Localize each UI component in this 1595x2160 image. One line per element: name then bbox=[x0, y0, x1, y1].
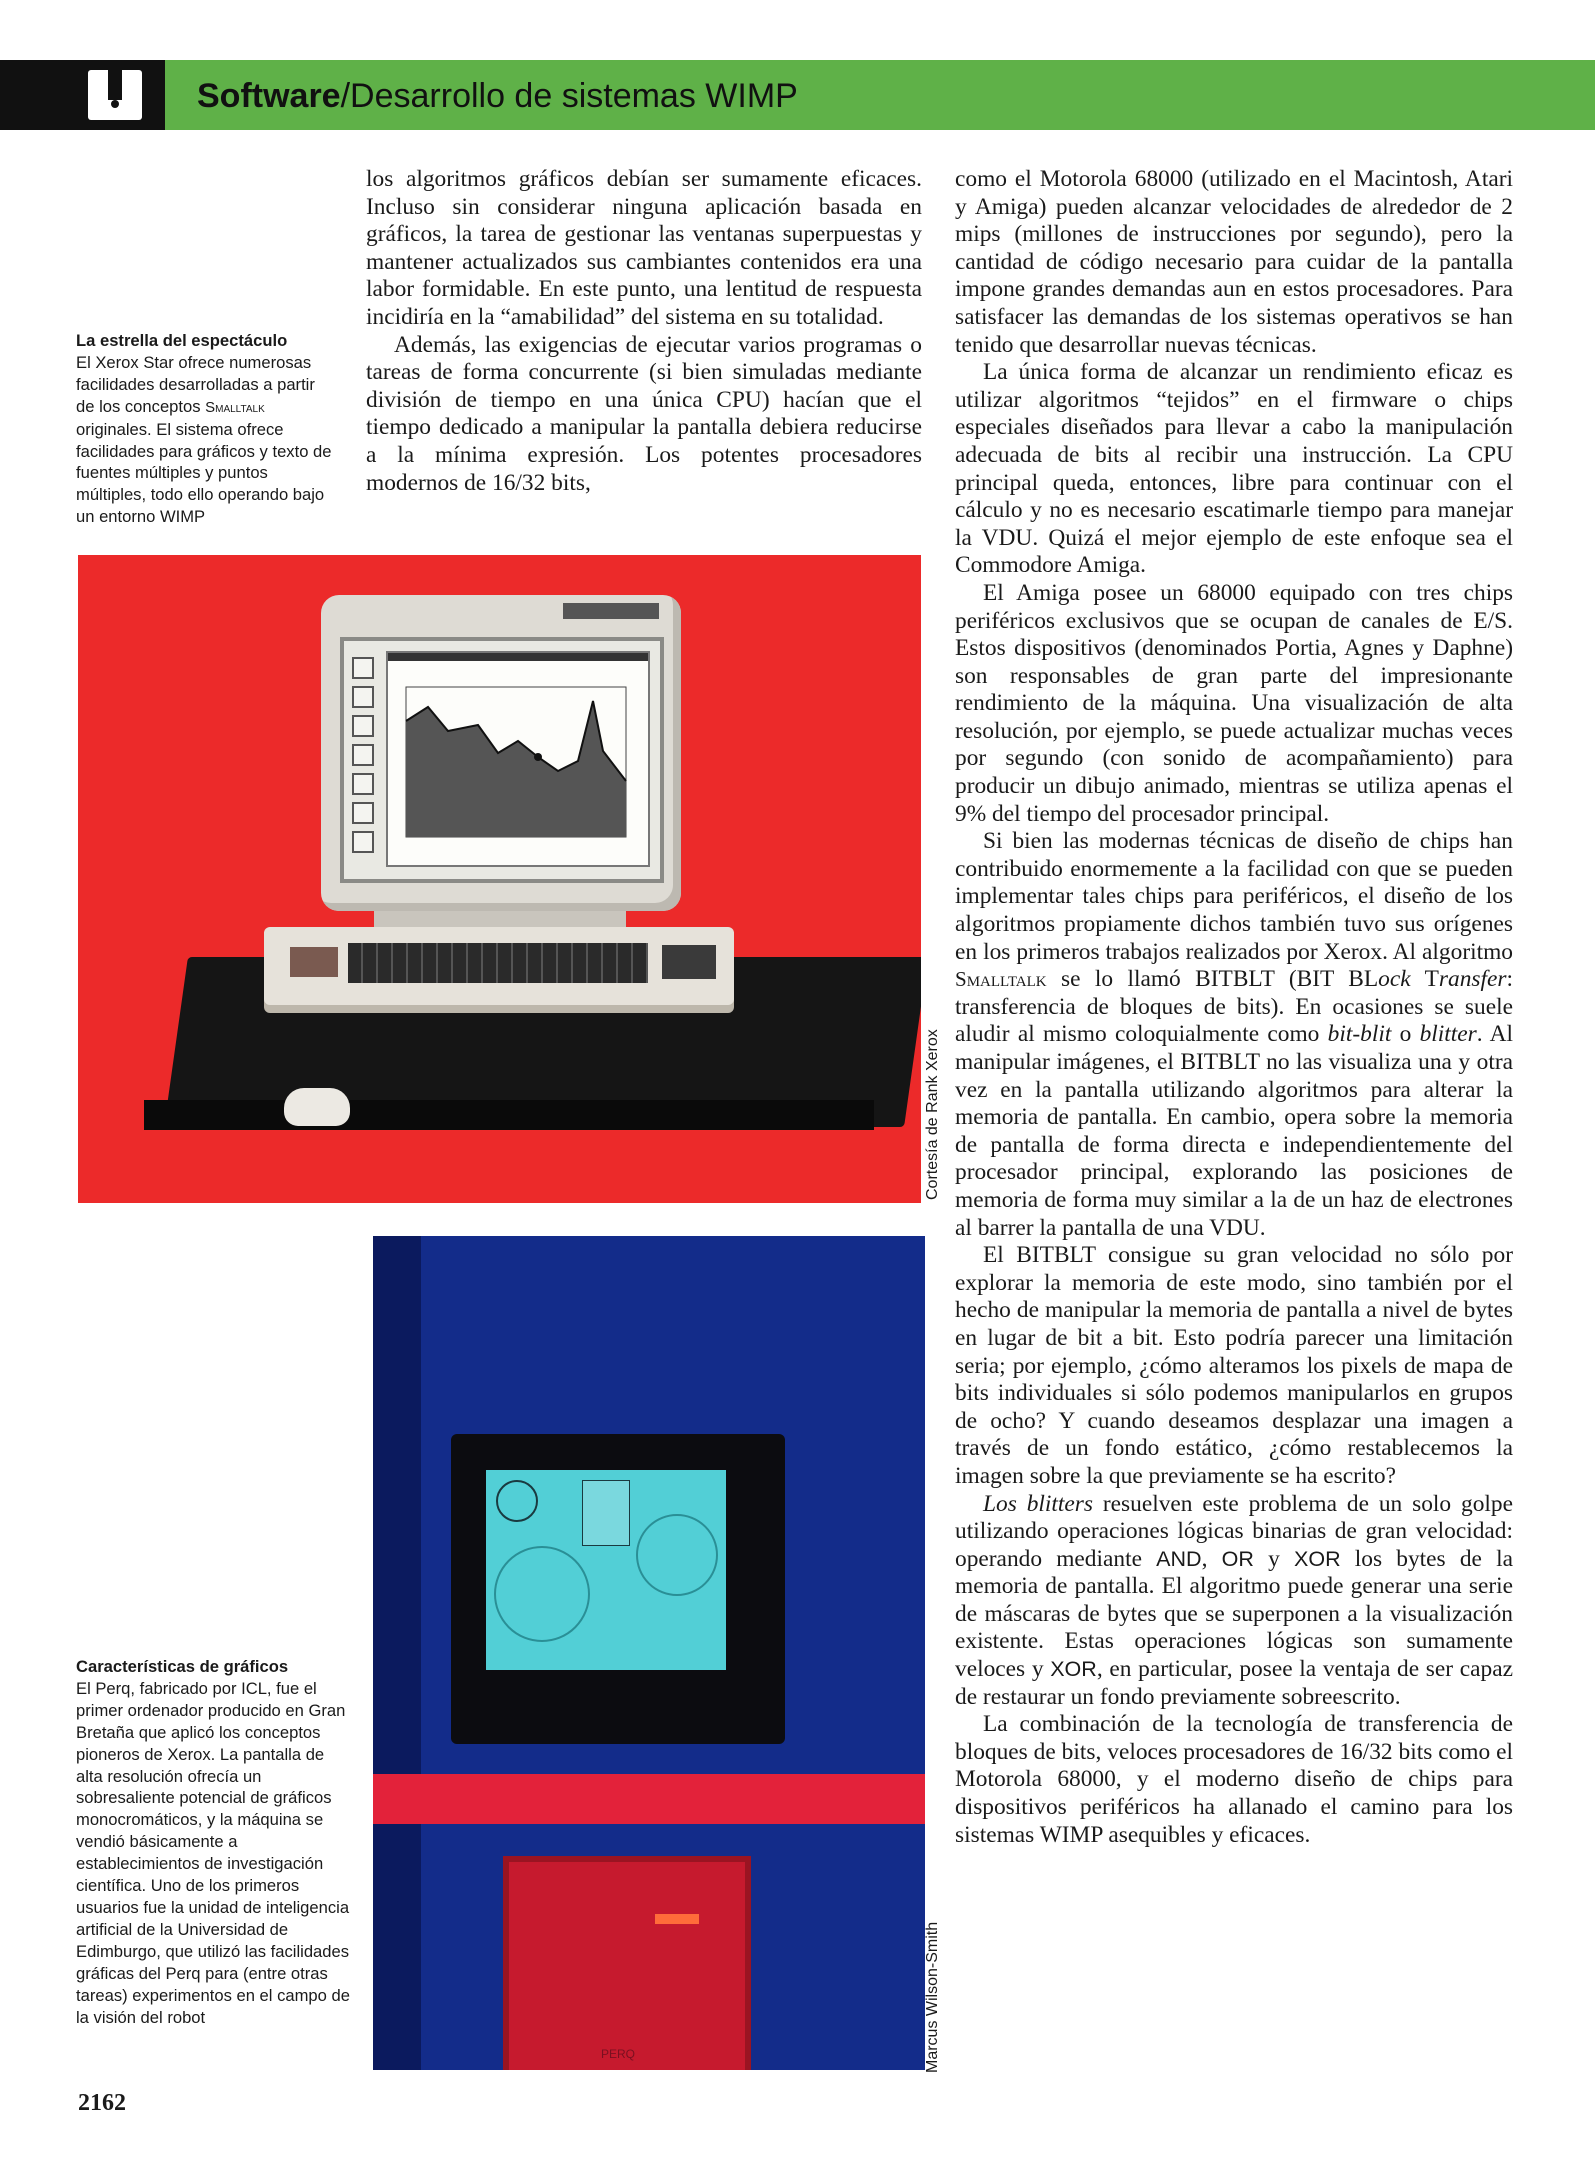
computer-cabinet bbox=[503, 1856, 751, 2070]
keypad bbox=[662, 945, 716, 979]
paragraph: como el Motorola 68000 (utilizado en el Macintosh, Atari y Amiga) pueden alcanzar velocidades de alrededor de 2 mips (millones de instrucciones por segundo), pero la cantidad de código necesario para cuidar de la pantalla impone grandes demandas aun en estos procesadores. Para satisfacer las demandas de los sistemas operativos se han tenido que desarrollar nuevas técnicas. bbox=[955, 166, 1513, 358]
paragraph bbox=[955, 828, 1513, 1242]
caption-perq bbox=[76, 1656, 351, 2028]
photo-perq bbox=[373, 1236, 925, 2070]
italic-term: Los blitters bbox=[983, 1490, 1093, 1517]
monitor-screen bbox=[486, 1470, 726, 1670]
function-keys bbox=[290, 947, 338, 977]
paragraph: La única forma de alcanzar un rendimiento eficaz es utilizar algoritmos “tejidos” en el firmware o chips especiales diseñados para llevar a cabo la manipulación adecuada de bits al recibir una instrucción. La CPU principal queda, entonces, libre para continuar con el cálculo y no es necesario escatimarle tiempo para manejar la VDU. Quizá el mejor ejemplo de este enfoque sea el Commodore Amiga. bbox=[955, 359, 1513, 579]
monitor-screen bbox=[340, 637, 664, 883]
photo-credit: Marcus Wilson-Smith bbox=[924, 1921, 941, 2073]
photo-xerox-star bbox=[78, 555, 921, 1203]
brand-plate bbox=[563, 603, 659, 619]
text-run: Si bien las modernas técnicas de diseño de chips han contribuido enormemente a la facilidad con que se pueden implementar tales chips para periféricos, el diseño de los algoritmos propiamente dichos también tuvo sus orígenes en los primeros trabajos realizados por Xerox. Al algoritmo bbox=[955, 828, 1513, 965]
text-run: : transferencia de bloques de bits). En ocasiones se suele aludir al mismo coloquialmente como bbox=[955, 966, 1513, 1048]
desk-edge bbox=[144, 1100, 874, 1130]
text-run: o bbox=[1391, 1021, 1420, 1048]
logic-op: OR bbox=[1221, 1546, 1254, 1571]
header-section: Software bbox=[197, 77, 341, 115]
page-number: 2162 bbox=[78, 2090, 126, 2116]
text-run: se lo llamó BITBLT (BIT BL bbox=[1046, 966, 1379, 993]
paragraph: El Amiga posee un 68000 equipado con tres chips periféricos exclusivos que se ocupan de canales de E/S. Estos dispositivos (denominados Portia, Agnes y Daphne) son responsables de gran parte del impresionante rendimiento de la máquina. Una visualización de alta resolución, por ejemplo, se puede actualizar muchas veces por segundo (con sonido de acompañamiento) para producir un dibujo animado, mientras se utiliza apenas el 9% del tiempo del procesador principal. bbox=[955, 579, 1513, 827]
key-rows bbox=[348, 943, 648, 983]
desktop-icons bbox=[352, 657, 374, 857]
paragraph: El BITBLT consigue su gran velocidad no sólo por explorar la memoria de este modo, sino también por el hecho de manipular la memoria de pantalla a nivel de bytes en lugar de bit a bit. Esto podría parecer una limitación seria; por ejemplo, ¿cómo alteramos los pixels de mapa de bits individuales si sólo podemos manipularlos en grupos de ocho? Y cuando deseamos desplazar una imagen a través de un fondo estático, ¿cómo restablecemos la imagen sobre la que previamente se ha escrito? bbox=[955, 1242, 1513, 1489]
chart-window bbox=[386, 651, 650, 867]
logic-op: XOR bbox=[1293, 1546, 1341, 1571]
desk-surface bbox=[373, 1774, 925, 1824]
body-column-1 bbox=[366, 166, 922, 497]
caption-text: El Xerox Star ofrece numerosas facilidades desarrolladas a partir de los conceptos bbox=[76, 352, 315, 416]
header-separator: / bbox=[340, 77, 351, 115]
clock-graphic bbox=[496, 1480, 538, 1522]
text-run: , bbox=[1201, 1545, 1222, 1572]
keyboard bbox=[264, 927, 734, 1005]
text-run: . Al manipular imágenes, el BITBLT no las visualiza una y otra vez en la pantalla utilizando algoritmos para alterar la memoria de pantalla. En cambio, opera sobre la memoria de pantalla de forma directa e independientemente del procesador principal, explorando las posiciones de memoria de forma muy similar a la de un haz de electrones al barrer la pantalla de una VDU. bbox=[955, 1021, 1514, 1241]
text-run: y bbox=[1253, 1545, 1294, 1572]
caption-text: originales. El sistema ofrece facilidades para gráficos y texto de fuentes múltiples y puntos múltiples, todo ello operando bajo un entorno WIMP bbox=[76, 419, 332, 527]
caption-smallcaps: Smalltalk bbox=[205, 398, 265, 416]
logic-op: XOR bbox=[1050, 1657, 1097, 1682]
caption-text: El Perq, fabricado por ICL, fue el primer ordenador producido en Gran Bretaña que aplicó los conceptos pioneros de Xerox. La pantalla de alta resolución ofrecía un sobresaliente potencial de gráficos monocromáticos, y la máquina se vendió básicamente a establecimientos de investigación científica. Uno de los primeros usuarios fue la unidad de inteligencia artificial de la Universidad de Edimburgo, que utilizó las facilidades gráficas del Perq para (entre otras tareas) experimentos en el campo de la visión del robot bbox=[76, 1678, 350, 2027]
text-run: , en particular, posee la ventaja de ser capaz de restaurar un fondo previamente sobreescrito. bbox=[955, 1656, 1513, 1710]
caption-title: La estrella del espectáculo bbox=[76, 331, 288, 350]
paragraph: los algoritmos gráficos debían ser sumamente eficaces. Incluso sin considerar ninguna aplicación basada en gráficos, la tarea de gestionar las ventanas superpuestas y mantener actualizados sus cambiantes contenidos era una labor formidable. En este punto, una lentitud de respuesta incidiría en la “amabilidad” del sistema en su totalidad. bbox=[366, 166, 922, 330]
pie-graphic bbox=[636, 1514, 718, 1596]
floppy-disk-icon bbox=[88, 70, 142, 120]
text-run: resuelven este problema de un solo golpe utilizando operaciones lógicas binarias de gran velocidad: operando mediante bbox=[955, 1490, 1513, 1572]
italic-term: ransfer bbox=[1438, 966, 1507, 993]
mouse bbox=[284, 1088, 350, 1126]
paragraph bbox=[955, 1491, 1513, 1712]
header-subtitle: Desarrollo de sistemas WIMP bbox=[350, 77, 798, 115]
header-title bbox=[197, 74, 798, 118]
text-run: T bbox=[1410, 966, 1439, 993]
status-lights bbox=[655, 1914, 699, 1924]
body-column-2 bbox=[955, 166, 1513, 1849]
smallcaps-term: Smalltalk bbox=[955, 967, 1047, 992]
calculator-window bbox=[582, 1480, 630, 1546]
pie-graphic bbox=[494, 1546, 590, 1642]
paragraph: Además, las exigencias de ejecutar varios programas o tareas de forma concurrente (si bien simuladas mediante división de tiempo en una única CPU) hacían que el tiempo dedicado a manipular la pantalla debiera reducirse a la mínima expresión. Los potentes procesadores modernos de 16/32 bits, bbox=[366, 331, 922, 496]
italic-term: ock bbox=[1378, 966, 1411, 993]
section-header bbox=[0, 60, 1595, 130]
caption-xerox-star bbox=[76, 330, 334, 528]
italic-term: bit-blit bbox=[1327, 1021, 1392, 1048]
header-icon-block bbox=[0, 60, 165, 130]
text-run: los bytes de la memoria de pantalla. El algoritmo puede generar una serie de máscaras de bytes que se superponen a la visualización existente. Estas operaciones lógicas son sumamente veloces y bbox=[955, 1545, 1513, 1683]
italic-term: blitter bbox=[1419, 1021, 1477, 1048]
cabinet-label: PERQ bbox=[601, 2047, 636, 2061]
shadow-strip bbox=[373, 1236, 421, 2070]
logic-op: AND bbox=[1156, 1546, 1202, 1571]
paragraph: La combinación de la tecnología de transferencia de bloques de bits, veloces procesadores de 16/32 bits como el Motorola 68000, y el moderno diseño de chips para dispositivos periféricos ha allanado el camino para los sistemas WIMP asequibles y eficaces. bbox=[955, 1711, 1513, 1848]
photo-credit: Cortesía de Rank Xerox bbox=[924, 1029, 941, 1200]
screen-graph bbox=[388, 661, 644, 861]
caption-title: Características de gráficos bbox=[76, 1657, 289, 1676]
